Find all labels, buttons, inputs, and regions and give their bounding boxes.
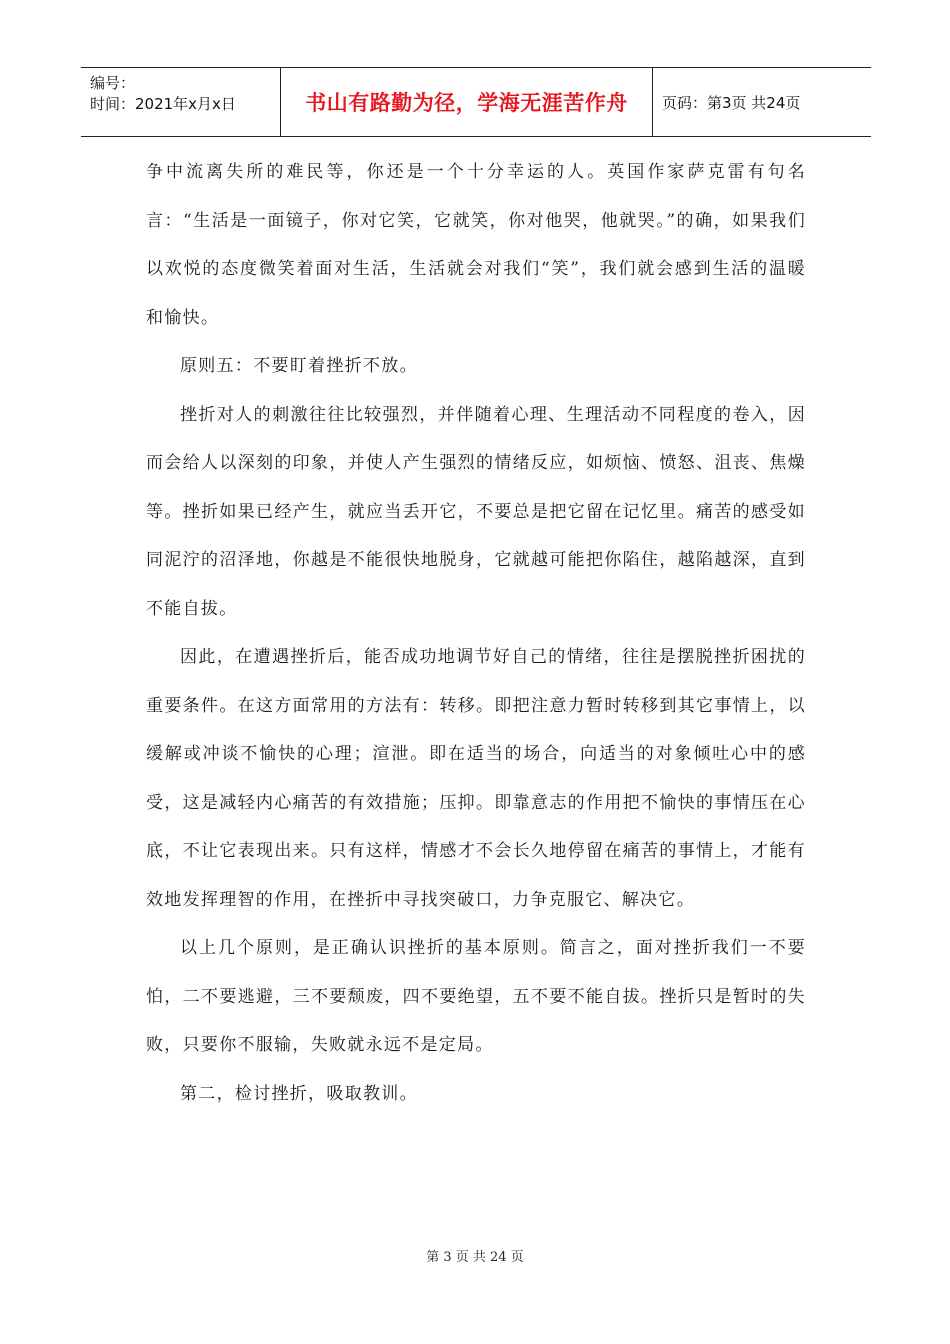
paragraph: 因此，在遭遇挫折后，能否成功地调节好自己的情绪，往往是摆脱挫折困扰的重要条件。在这方面常用的方法有：转移。即把注意力暂时转移到其它事情上，以缓解或冲谈不愉快的心理；渲泄。即在适当的场合，向适当的对象倾吐心中的感受，这是减轻内心痛苦的有效措施；压抑。即靠意志的作用把不愉快的事情压在心底，不让它表现出来。只有这样，情感才不会长久地停留在痛苦的事情上，才能有效地发挥理智的作用，在挫折中寻找突破口，力争克服它、解决它。 [146, 647, 806, 910]
motto-text: 书山有路勤为径，学海无涯苦作舟 [305, 91, 628, 115]
document-body [146, 148, 806, 1118]
paragraph: 原则五：不要盯着挫折不放。 [180, 356, 418, 376]
page-header [81, 67, 871, 137]
paragraph: 挫折对人的刺激往往比较强烈，并伴随着心理、生理活动不同程度的卷入，因而会给人以深刻的印象，并使人产生强烈的情绪反应，如烦恼、愤怒、沮丧、焦燥等。挫折如果已经产生，就应当丢开它，不要总是把它留在记忆里。痛苦的感受如同泥泞的沼泽地，你越是不能很快地脱身，它就越可能把你陷住，越陷越深，直到不能自拔。 [146, 404, 806, 619]
date-line: 时间：2021年x月x日 [90, 95, 236, 113]
serial-number-label: 编号： [90, 74, 136, 92]
paragraph: 第二，检讨挫折，吸取教训。 [180, 1083, 418, 1104]
header-motto-cell [281, 68, 653, 136]
header-meta-cell [81, 68, 281, 136]
paragraph: 以上几个原则，是正确认识挫折的基本原则。简言之，面对挫折我们一不要怕，二不要逃避，三不要颓废，四不要绝望，五不要不能自拔。挫折只是暂时的失败，只要你不服输，失败就永远不是定局。 [146, 938, 806, 1055]
page-info: 页码：第3页 共24页 [662, 93, 801, 112]
footer-page-number: 第 3 页 共 24 页 [426, 1250, 524, 1265]
header-page-cell [653, 68, 871, 136]
page-footer [0, 1246, 950, 1265]
paragraph: 争中流离失所的难民等，你还是一个十分幸运的人。英国作家萨克雷有句名言：“生活是一面镜子，你对它笑，它就笑，你对他哭，他就哭。”的确，如果我们以欢悦的态度微笑着面对生活，生活就会对我们“笑”，我们就会感到生活的温暖和愉快。 [146, 162, 806, 328]
